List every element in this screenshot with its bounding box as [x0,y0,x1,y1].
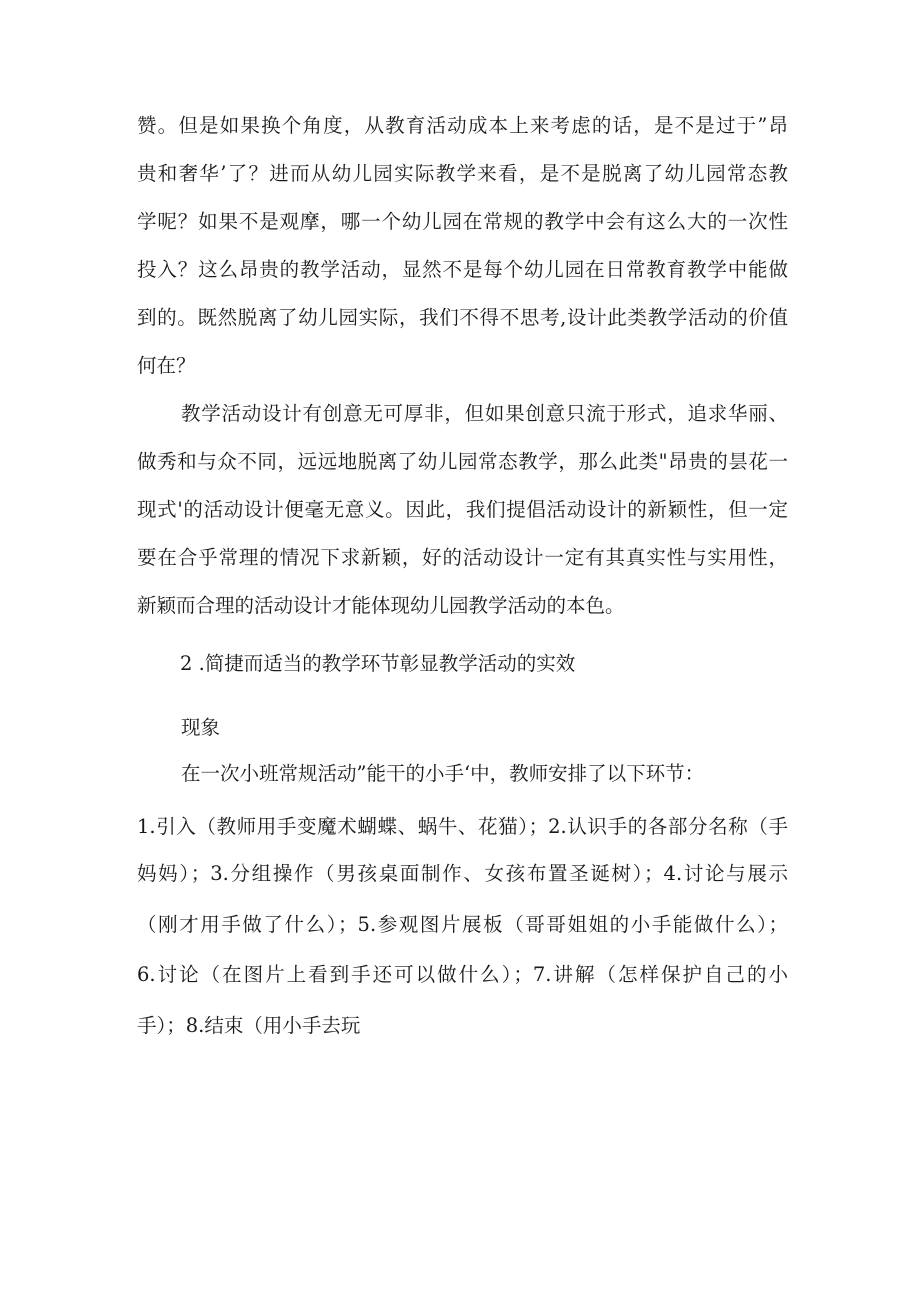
paragraph-1-line-4: 投入？这么昂贵的教学活动，显然不是每个幼儿园在日常教育教学中能做 [137,258,788,281]
paragraph-2-line-1: 教学活动设计有创意无可厚非，但如果创意只流于形式，追求华丽、 [181,402,788,425]
paragraph-2-line-3: 现式'的活动设计便毫无意义。因此，我们提倡活动设计的新颖性，但一定 [137,498,788,521]
paragraph-1-line-1: 赞。但是如果换个角度，从教育活动成本上来考虑的话，是不是过于”昂 [137,114,788,137]
paragraph-2-line-5: 新颖而合理的活动设计才能体现幼儿园教学活动的本色。 [137,594,625,617]
paragraph-1-line-6: 何在？ [137,354,196,377]
paragraph-2-line-4: 要在合乎常理的情况下求新颖，好的活动设计一定有其真实性与实用性， [137,546,788,569]
paragraph-3-line-4: （刚才用手做了什么）；5.参观图片展板（哥哥姐姐的小手能做什么）； [137,913,788,936]
paragraph-1-line-3: 学呢？如果不是观摩，哪一个幼儿园在常规的教学中会有这么大的一次性 [137,210,788,233]
paragraph-3-line-3: 妈妈）；3.分组操作（男孩桌面制作、女孩布置圣诞树）；4.讨论与展示 [137,862,788,885]
paragraph-3-line-1: 在一次小班常规活动”能干的小手‘中，教师安排了以下环节： [181,762,705,785]
paragraph-2-line-2: 做秀和与众不同，远远地脱离了幼儿园常态教学，那么此类"昂贵的昙花一 [137,450,788,473]
section-heading: 2 .简捷而适当的教学环节彰显教学活动的实效 [180,652,576,675]
paragraph-3-line-5: 6.讨论（在图片上看到手还可以做什么）；7.讲解（怎样保护自己的小 [137,963,788,986]
paragraph-3-line-2: 1.引入（教师用手变魔术蝴蝶、蜗牛、花猫）；2.认识手的各部分名称（手 [137,815,788,838]
paragraph-1-line-2: 贵和奢华’了？进而从幼儿园实际教学来看，是不是脱离了幼儿园常态教 [137,162,788,185]
subheading: 现象 [181,716,221,739]
paragraph-1-line-5: 到的。既然脱离了幼儿园实际，我们不得不思考,设计此类教学活动的价值 [137,306,788,329]
paragraph-3-line-6: 手）；8.结束（用小手去玩 [137,1014,361,1037]
